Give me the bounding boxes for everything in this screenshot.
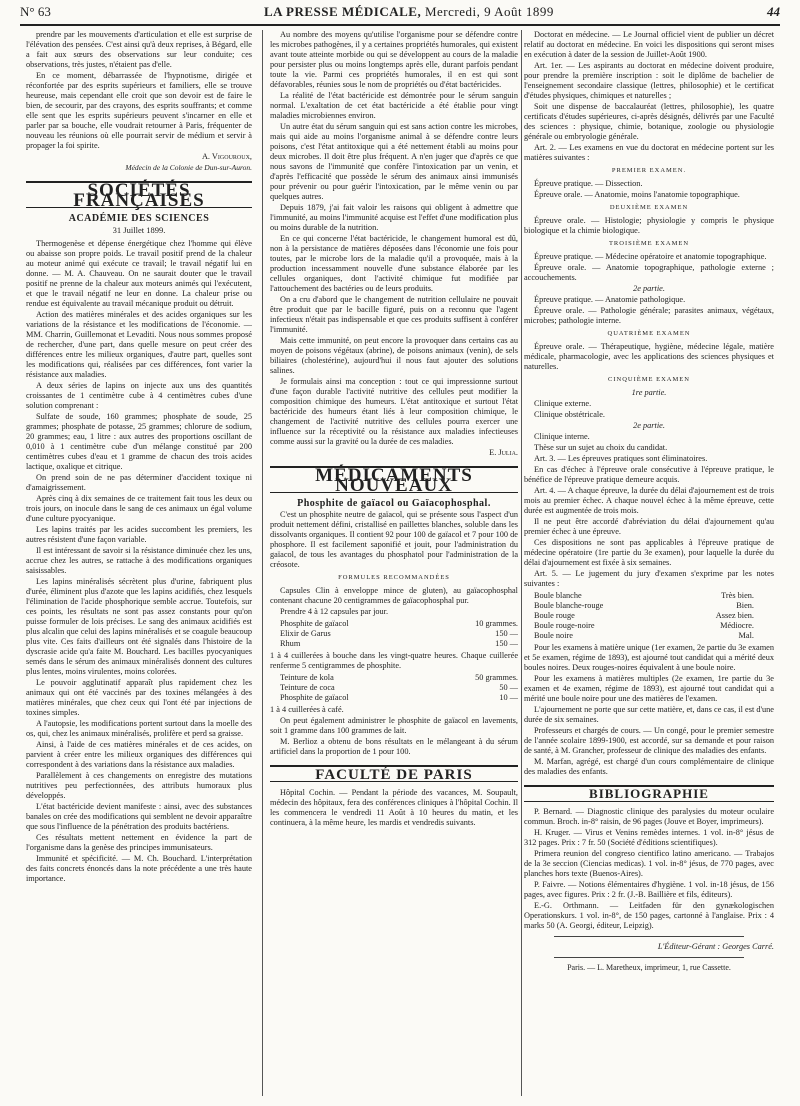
paragraph: L'ajournement ne porte que sur cette matière, et, dans ce cas, il est d'une durée de six semaines. <box>524 705 774 724</box>
paragraph: Art. 5. — Le jugement du jury d'examen s'exprime par les notes suivantes : <box>524 569 774 588</box>
exam-list <box>524 166 774 453</box>
mention-value: Médiocre. <box>720 621 754 630</box>
ingredient: Elixir de Garus <box>280 629 331 638</box>
mention-label: Boule blanche <box>534 591 582 600</box>
issue-number: N° 63 <box>20 4 51 19</box>
paragraph: H. Kruger. — Virus et Venins remèdes internes. 1 vol. in-8° jésus de 312 pages. Prix : 7 fr. 50 (Société d'éditions scientifiques). <box>524 828 774 847</box>
mention-value: Très bien. <box>721 591 754 600</box>
ingredient: Phosphite de gaïacol <box>280 619 349 628</box>
mention-row <box>534 621 774 631</box>
immunity-body <box>270 30 518 447</box>
grade-mentions <box>534 591 774 641</box>
paragraph: La réalité de l'état bactéricide est démontrée pour le sérum sanguin normal. L'exaltation de cet état bactéricide a été établie pour vingt maladies microbiennes environ. <box>270 91 518 120</box>
column-left <box>26 30 252 1090</box>
paragraph: Il est intéressant de savoir si la résistance diminuée chez les uns, accrue chez les autres, se rattache à des modifications organiques saisissables. <box>26 546 252 575</box>
professeurs-text: Professeurs et chargés de cours. — Un congé, pour le premier semestre de l'année scolaire 1899-1900, est accordé, sur sa demande et pour raison de santé, à M. Grancher, professeur de clinique des maladies des enfants. <box>524 726 774 755</box>
doctorat-articles-three <box>524 643 774 725</box>
formulas-label: FORMULES RECOMMANDÉES <box>338 574 450 581</box>
paragraph: P. Bernard. — Diagnostic clinique des paralysies du moteur oculaire commun. Broch. in-8° raisin, de 96 pages (Jouve et Boyer, imprimeurs). <box>524 807 774 826</box>
paragraph: M. Berlioz a obtenu de bons résultats en le mélangeant à du sérum artificiel dans la proportion de 1 pour 100. <box>270 737 518 756</box>
formula-row <box>280 673 518 683</box>
formula-row <box>280 693 518 703</box>
quantity: 150 — <box>495 629 518 638</box>
article-author: A. Vigouroux, <box>201 152 252 161</box>
medicament-notes <box>270 716 518 757</box>
formula-two <box>280 673 518 703</box>
paragraph: Les lapins traités par les acides succombent les premiers, les autres résistent d'une façon variable. <box>26 525 252 544</box>
article-author-julia: E. Julia. <box>489 448 518 457</box>
exam-line: Épreuve orale. — Anatomie topographique, pathologie externe ; accouchements. <box>524 263 774 282</box>
paragraph: Ainsi, à l'aide de ces matières minérales et de ces acides, on parvient à créer entre les milieux organiques des différences qui correspondent à des variations dans la résistance aux maladies. <box>26 740 252 769</box>
exam-line: Épreuve pratique. — Médecine opératoire et anatomie topographique. <box>534 252 767 261</box>
doctorat-lead: Doctorat en médecine. — Le Journal officiel vient de publier un décret relatif au doctorat en médecine. En voici les dispositions qui seront mises en exécution à dater de la session de Juillet-Août 1900. <box>524 30 774 59</box>
formula-row <box>280 683 518 693</box>
paragraph: Action des matières minérales et des acides organiques sur les variations de la résistance et les modifications de l'économie. — MM. Charrin, Guillemonat et Levaditi. Nous nous sommes proposé de rechercher, d'une part, dans quelle mesure on peut créer des différences entre les milieux organiques, d'autre part, quelles sont les modifications qui, réalisées par ces différences, font varier la résistance aux maladies. <box>26 310 252 379</box>
marfan-text: M. Marfan, agrégé, est chargé d'un cours complémentaire de clinique des maladies des enfants. <box>524 757 774 776</box>
column-right <box>524 30 774 1090</box>
page-number: 44 <box>767 4 780 19</box>
paragraph: Art. 1er. — Les aspirants au doctorat en médecine doivent produire, pour prendre la première inscription : soit le diplôme de bachelier de l'enseignement secondaire classique (lettres, philosophie) et le certificat d'études physiques, chimiques et naturelles ; <box>524 61 774 100</box>
mention-value: Bien. <box>736 601 754 610</box>
paragraph: Art. 4. — A chaque épreuve, la durée du délai d'ajournement est de trois mois au premier échec. A chaque nouvel échec à la même épreuve, cette durée est augmentée de trois mois. <box>524 486 774 515</box>
paragraph: Pour les examens à matière unique (1er examen, 2e partie du 3e examen et 5e examen, régime de 1893), est ajourné tout candidat qui a mérité deux boules noires. Deux rouges-noires équivalent à une boule noire. <box>524 643 774 672</box>
paragraph: Parallèlement à ces changements on enregistre des mutations nutritives peu perfectionnées, des attributs humoraux plus développés. <box>26 771 252 800</box>
paragraph: E.-G. Orthmann. — Leitfaden für den gynækologischen Operationskurs. 1 vol. in-8°, de 150 pages, cartonné à l'anglaise. Prix : 4 marks 50 (A. Georgi, éditeur, Leipzig). <box>524 901 774 930</box>
exam-title: DEUXIÈME EXAMEN <box>609 204 689 211</box>
paragraph: Le pouvoir agglutinatif apparaît plus rapidement chez les animaux qui ont été vaccinés par des toxines mélangées à des matières minérales, que chez ceux qui l'ont été par injections de toxines simples. <box>26 678 252 717</box>
paragraph: Ces résultats mettent nettement en évidence la part de l'organisme dans la genèse des principes immunisateurs. <box>26 833 252 852</box>
academy-heading: ACADÉMIE DES SCIENCES <box>68 213 210 224</box>
paragraph: Depuis 1879, j'ai fait valoir les raisons qui obligent à admettre que l'immunité, au moins l'immunité acquise est l'effet d'une modification plus ou moins durable de la nutrition. <box>270 203 518 232</box>
paragraph: Il ne peut être accordé d'abréviation du délai d'ajournement qu'au premier échec à une épreuve. <box>524 517 774 536</box>
doctorat-articles <box>524 61 774 163</box>
header-rule <box>20 24 780 26</box>
paragraph: Je formulais ainsi ma conception : tout ce qui impressionne surtout d'une façon durable l'activité nutritive des cellules peut modifier la composition chimique des humeurs. L'état antitoxique et surtout l'état bactéricide des humeurs étant liés à leur composition chimique, le changement de l'activité nutritive des cellules pourra exercer une influence sur la réceptivité ou la résistance aux maladies infectieuses comme aussi sur la gravité ou la durée de ces maladies. <box>270 377 518 446</box>
section-title-faculte: FACULTÉ DE PARIS <box>270 765 518 782</box>
quantity: 50 grammes. <box>475 673 518 682</box>
medicament-title: Phosphite de gaïacol ou Gaïacophosphal. <box>297 498 491 509</box>
paragraph: Les lapins minéralisés sécrètent plus d'urine, fabriquent plus d'urée, éliminent plus d'azote que les lapins acidifiés, chez lesquels l'élimination de l'acide phosphorique semble accrue. Toutefois, sur ces points, les résultats ne sont pas assez constants pour qu'on puisse formuler de lois précises. Le sang des animaux acidifiés est plus alcalin que celui des lapins minéralisés et se coagule beaucoup plus vite. Ces faits d'ailleurs ont été signalés dans l'histoire de la dyscrasie acide qu'a faite M. Bouchard. Les bacilles pyocyaniques semés dans le sérum des animaux minéralisés donnent des cultures plus lentes, moins virulentes, moins colorées. <box>26 577 252 676</box>
faculte-text: Hôpital Cochin. — Pendant la période des vacances, M. Soupault, médecin des hôpitaux, fera des conférences cliniques à l'hôpital Cochin. Il les commencera le vendredi 11 Août à 10 heures du matin, et les continuera, à la même heure, les mardis et vendredis suivants. <box>270 788 518 827</box>
ingredient: Teinture de coca <box>280 683 335 692</box>
paragraph: Après cinq à dix semaines de ce traitement fait tous les deux ou trois jours, on inocule dans le sang de ces animaux un égal volume d'une culture pyocyanique. <box>26 494 252 523</box>
exam-line: Épreuve pratique. — Dissection. <box>534 179 643 188</box>
paragraph: A deux séries de lapins on injecte aux uns des quantités croissantes de 1 centimètre cube à 4 centimètres cubes d'une solution comprenant : <box>26 381 252 410</box>
column-middle <box>270 30 518 1090</box>
footer-rule <box>554 936 744 937</box>
mention-label: Boule noire <box>534 631 573 640</box>
mention-row <box>534 601 774 611</box>
footer-rule-two <box>554 957 744 958</box>
exam-title: PREMIER EXAMEN. <box>611 167 687 174</box>
formula-row <box>280 639 518 649</box>
paragraph: On prend soin de ne pas déterminer d'accident toxique ni d'amaigrissement. <box>26 473 252 492</box>
formula-two-note: 1 à 4 cuillerées à café. <box>270 705 344 714</box>
paragraph: Sulfate de soude, 160 grammes; phosphate de soude, 25 grammes; phosphate de potasse, 25 grammes; chlorure de sodium, 20 grammes; eau, 1 litre : aux autres des proportions oscillant de 0,010 à 1 centimètre cube d'un mélange constitué par 200 centimètres cubes d'eau et 1 gramme de chacun des trois acides lactique, oxalique et citrique. <box>26 412 252 471</box>
mention-value: Mal. <box>738 631 754 640</box>
exam-title: QUATRIÈME EXAMEN <box>607 330 691 337</box>
paragraph: Ces dispositions ne sont pas applicables à l'épreuve pratique de médecine opératoire (1re partie du 3e examen), pour laquelle la durée du délai d'ajournement est fixée à six semaines. <box>524 538 774 567</box>
page-header <box>20 0 780 24</box>
paragraph: On peut également administrer le phosphite de gaïacol en lavements, soit 1 gramme dans 100 grammes de lait. <box>270 716 518 735</box>
formula-one <box>280 619 518 649</box>
paragraph: Immunité et spécificité. — M. Ch. Bouchard. L'interprétation des faits concrets énoncés dans la note précédente a une très haute importance. <box>26 854 252 883</box>
exam-line: 2e partie. <box>633 421 665 430</box>
author-affiliation: Médecin de la Colonie de Dun-sur-Auron. <box>125 163 252 172</box>
editor-credit: L'Éditeur-Gérant : Georges Carré. <box>657 942 774 951</box>
ingredient: Teinture de kola <box>280 673 334 682</box>
exam-line: Clinique obstétricale. <box>534 410 605 419</box>
quantity: 10 grammes. <box>475 619 518 628</box>
academy-date: 31 Juillet 1899. <box>112 225 166 235</box>
paragraph: Art. 2. — Les examens en vue du doctorat en médecine portent sur les matières suivantes : <box>524 143 774 162</box>
paragraph: Au nombre des moyens qu'utilise l'organisme pour se défendre contre les microbes pathogènes, il y a certaines propriétés humorales, qui existent avant toute atteinte morbide ou qui se développent au cours de la maladie pour persister plus ou moins longtemps après elle, durant parfois pendant toute la vie. Parmi ces propriétés humorales, il en est qui sont défavorables, réunies sous le nom de propriétés ou d'état bactéricides. <box>270 30 518 89</box>
paragraph: Art. 3. — Les épreuves pratiques sont éliminatoires. <box>534 454 708 463</box>
intro-text <box>26 30 252 151</box>
printer-credit: Paris. — L. Maretheux, imprimeur, 1, rue Cassette. <box>567 963 731 972</box>
bibliography-list <box>524 807 774 931</box>
exam-line: Épreuve pratique. — Anatomie pathologique. <box>534 295 686 304</box>
paragraph: Pour les examens à matières multiples (2e examen, 1re partie du 3e examen et 4e examen, régime de 1893), est ajourné tout candidat qui a mérité une boule noire pour une des matières de l'examen. <box>524 674 774 703</box>
exam-line: 1re partie. <box>631 388 667 397</box>
ingredient: Phosphite de gaïacol <box>280 693 349 702</box>
exam-line: Épreuve orale. — Histologie; physiologie y compris le physique biologique et la chimie biologique. <box>524 216 774 235</box>
paragraph: prendre par les mouvements d'articulation et elle est surprise de l'élévation des pensées. C'est ainsi qu'à deux reprises, à Bégard, elle a fait aux sœurs des observations sur leur conduite; ces observations, très justes, n'étaient pas d'elle. <box>26 30 252 69</box>
daily-dose: Prendre 4 à 12 capsules par jour. <box>280 607 389 616</box>
ingredient: Rhum <box>280 639 301 648</box>
paragraph: En ce moment, débarrassée de l'hypnotisme, dirigée et réconfortée par des esprits supérieurs et familiers, elle se trouve heureuse, mais cependant elle croit que son devoir est de faire le bien, de secourir, par des crayons, des esprits souffrants; et comme elle sent que les esprits supérieurs peuvent s'incarner en elle et parler par sa bouche, elle voudrait retourner à Paris, fréquenter de nouveau les réunions où elle pourrait servir de médium et servir à propager la foi spirite. <box>26 71 252 150</box>
column-rule-right <box>521 30 522 1096</box>
section-title-bibliographie: BIBLIOGRAPHIE <box>524 785 774 802</box>
formula-row <box>280 629 518 639</box>
quantity: 150 — <box>495 639 518 648</box>
exam-line: Clinique interne. <box>534 432 590 441</box>
mention-label: Boule rouge-noire <box>534 621 595 630</box>
mention-value: Assez bien. <box>715 611 754 620</box>
exam-line: Thèse sur un sujet au choix du candidat. <box>534 443 668 452</box>
paragraph: C'est un phosphite neutre de gaïacol, qui se présente sous l'aspect d'un produit nettement défini, cristallisé en paillettes blanches, soluble dans les dissolvants organiques. Il contient 92 pour 100 de gaïacol et 7 pour 100 de phosphore. Il est facilement saponifié et jouit, pour l'administration du gaïacol, de tous les avantages du phosphatol pour l'administration de la créosote. <box>270 510 518 569</box>
academy-body <box>26 239 252 884</box>
paragraph: En ce qui concerne l'état bactéricide, le changement humoral est dû, non à la persistance de matières déposées dans l'économie une fois pour toutes, par le microbe lors de la maladie qu'il a provoquée, mais à la production incessamment nouvelle d'une substance élaborée par les cellules organiques, dont l'activité chimique fut modifiée par l'attouchement des bactéries ou de leurs produits. <box>270 234 518 293</box>
paragraph: L'état bactéricide devient manifeste : ainsi, avec des substances banales on crée des modifications qui semblent ne devoir apparaître que sous l'influence de la pénétration des produits bactériens. <box>26 802 252 831</box>
exam-line: 2e partie. <box>633 284 665 293</box>
exam-title: TROISIÈME EXAMEN <box>608 240 690 247</box>
paragraph: Thermogenèse et dépense énergétique chez l'homme qui élève ou abaisse son propre poids. Le travail positif prend de la chaleur au moteur animé qui exécute ce travail; le travail négatif lui en donne. — M. A. Chauveau. On ne saurait douter que le travail positif ne prenne de la chaleur aux moteurs animés qui l'exécutent, et que le travail négatif ne leur en donne. La chaleur prise ou rendue est équivalente au travail mécanique produit ou détruit. <box>26 239 252 308</box>
column-rule-left <box>262 30 263 1096</box>
issue-date: Mercredi, 9 Août 1899 <box>424 4 554 19</box>
paragraph: A l'autopsie, les modifications portent surtout dans la moelle des os, qui, chez les animaux minéralisés, prolifère et perd sa graisse. <box>26 719 252 738</box>
paragraph: Mais cette immunité, on peut encore la provoquer dans certains cas au moyen de poisons végétaux (abrine), de poisons animaux (venin), de sels biliaires (cholestérine), aujourd'hui il nous faut ajouter des solutions salines. <box>270 336 518 375</box>
medicament-description <box>270 510 518 570</box>
doctorat-articles-two <box>524 454 774 589</box>
formula-row <box>280 619 518 629</box>
mention-row <box>534 591 774 601</box>
paragraph: P. Faivre. — Notions élémentaires d'hygiène. 1 vol. in-18 jésus, de 156 pages, avec figures. Prix : 2 fr. (J.-B. Baillière et fils, éditeurs). <box>524 880 774 899</box>
exam-line: Épreuve orale. — Anatomie, moins l'anatomie topographique. <box>534 190 740 199</box>
paragraph: En cas d'échec à l'épreuve orale consécutive à l'épreuve pratique, le bénéfice de l'épreuve pratique demeure acquis. <box>524 465 774 484</box>
exam-line: Clinique externe. <box>534 399 592 408</box>
formula-one-note: 1 à 4 cuillerées à bouche dans les vingt-quatre heures. Chaque cuillerée renferme 5 centigrammes de phosphite. <box>270 651 518 670</box>
journal-masthead <box>264 4 554 20</box>
quantity: 10 — <box>499 693 518 702</box>
section-title-medicaments: MÉDICAMENTS NOUVEAUX <box>270 466 518 493</box>
mention-row <box>534 631 774 641</box>
capsules-text: Capsules Clin à enveloppe mince de gluten), au gaïacophosphal contenant chacune 20 centigrammes de gaïacophosphal pur. <box>270 586 518 605</box>
exam-line: Épreuve orale. — Pathologie générale; parasites animaux, végétaux, microbes; pathologie interne. <box>524 306 774 325</box>
section-title-societes: SOCIÉTÉS FRANÇAISES <box>26 181 252 208</box>
journal-title: LA PRESSE MÉDICALE, <box>263 4 422 19</box>
mention-row <box>534 611 774 621</box>
paragraph: On a cru d'abord que le changement de nutrition cellulaire ne pouvait être produit que par le bacille figuré, puis on a reconnu que l'agent infectieux n'était pas indispensable et que ces produits suffisent à conférer l'immunité. <box>270 295 518 334</box>
paragraph: Un autre état du sérum sanguin qui est sans action contre les microbes, mais qui aide au moins l'organisme animal à se défendre contre leurs poisons, c'est l'état antitoxique qui a été nettement établi au moins pour deux microbes. Il doit être plus fréquent. A n'en juger que d'après ce que nous savons de l'immunité que confère l'intoxication par un venin, et d'après l'efficacité que possède le sérum des animaux ainsi immunisés pour prévenir ou pour guérir l'intoxication, par le même venin ou par quelques autres. <box>270 122 518 201</box>
exam-title: CINQUIÈME EXAMEN <box>608 376 690 383</box>
mention-label: Boule rouge <box>534 611 575 620</box>
paragraph: Primera reunion del congreso cientifico latino americano. — Trabajos de la 3e seccion (Ciencias medicas). 1 vol. in-8° jésus, de 770 pages, avec planches hors texte (Buenos-Aires). <box>524 849 774 878</box>
exam-line: Épreuve orale. — Thérapeutique, hygiène, médecine légale, matière médicale, pharmacologie, avec les applications des sciences physiques et naturelles. <box>524 342 774 371</box>
quantity: 50 — <box>499 683 518 692</box>
paragraph: Soit une dispense de baccalauréat (lettres, philosophie), les quatre certificats d'études supérieures, ci-après désignés, délivrés par une Faculté des sciences : physique, chimie, botanique, zoologie ou physiologie générale ou embryologie générale. <box>524 102 774 141</box>
mention-label: Boule blanche-rouge <box>534 601 604 610</box>
